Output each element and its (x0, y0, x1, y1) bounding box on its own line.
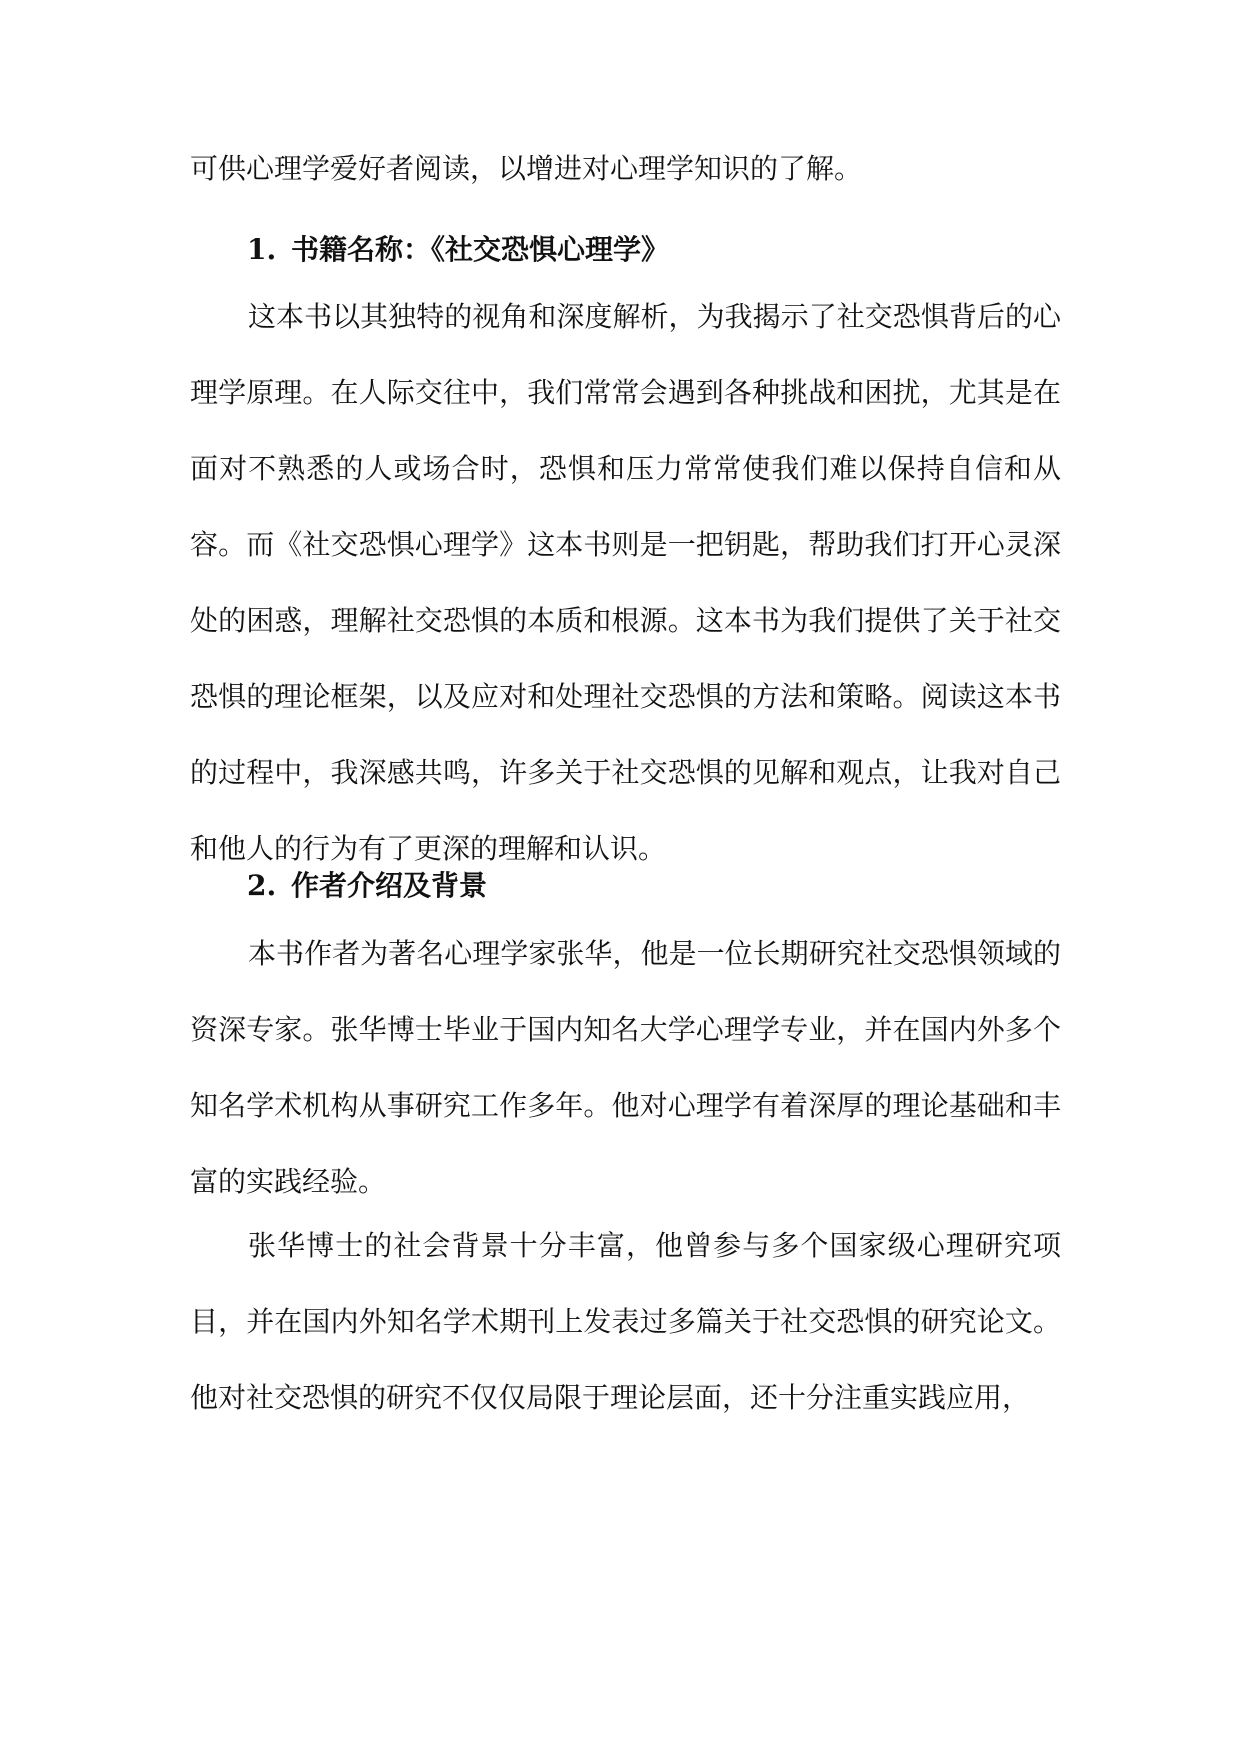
section-1-title: 书籍名称：《社交恐惧心理学》 (291, 233, 670, 266)
section-2-number: 2. (247, 869, 277, 902)
section-2-paragraph-2: 张华博士的社会背景十分丰富，他曾参与多个国家级心理研究项目，并在国内外知名学术期刊上发表过多篇关于社交恐惧的研究论文。他对社交恐惧的研究不仅仅局限于理论层面，还十分注重实践应用， (190, 1229, 1061, 1414)
intro-paragraph: 可供心理学爱好者阅读，以增进对心理学知识的了解。 (190, 152, 863, 185)
section-2-heading (247, 866, 487, 906)
section-1-heading (247, 230, 669, 270)
section-2-paragraph-1: 本书作者为著名心理学家张华，他是一位长期研究社交恐惧领域的资深专家。张华博士毕业于国内知名大学心理学专业，并在国内外多个知名学术机构从事研究工作多年。他对心理学有着深厚的理论基础和丰富的实践经验。 (190, 937, 1061, 1198)
section-1-paragraph-1: 这本书以其独特的视角和深度解析，为我揭示了社交恐惧背后的心理学原理。在人际交往中，我们常常会遇到各种挑战和困扰，尤其是在面对不熟悉的人或场合时，恐惧和压力常常使我们难以保持自信和从容。而《社交恐惧心理学》这本书则是一把钥匙，帮助我们打开心灵深处的困惑，理解社交恐惧的本质和根源。这本书为我们提供了关于社交恐惧的理论框架，以及应对和处理社交恐惧的方法和策略。阅读这本书的过程中，我深感共鸣，许多关于社交恐惧的见解和观点，让我对自己和他人的行为有了更深的理解和认识。 (190, 300, 1061, 865)
section-2-title: 作者介绍及背景 (291, 869, 488, 902)
section-1-number: 1. (247, 233, 277, 266)
